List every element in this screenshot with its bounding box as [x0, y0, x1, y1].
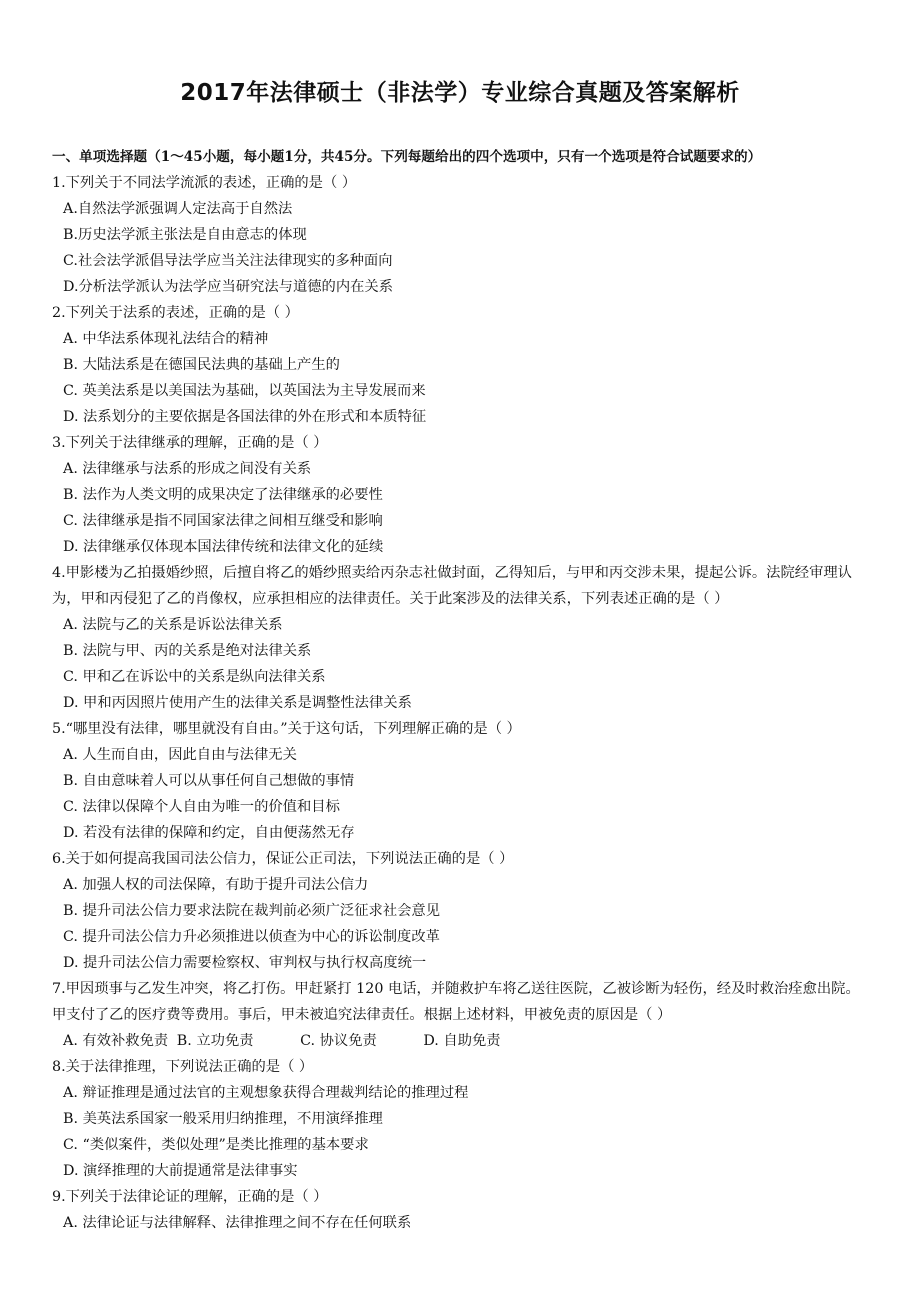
option-d: D.分析法学派认为法学应当研究法与道德的内在关系 [63, 279, 394, 295]
option-b: B. 立功免责 [176, 1033, 254, 1049]
section-heading: 一、单项选择题（1～45小题，每小题1分，共45分。下列每题给出的四个选项中，只有一个选项是符合试题要求的） [52, 149, 762, 165]
question-text: 3.下列关于法律继承的理解，正确的是（ ） [52, 435, 328, 451]
question-7 [52, 976, 872, 1054]
option-a: A. 法律论证与法律解释、法律推理之间不存在任何联系 [63, 1215, 412, 1231]
question-3 [52, 430, 872, 560]
option-c: C.社会法学派倡导法学应当关注法律现实的多种面向 [63, 253, 393, 269]
option-d: D. 甲和丙因照片使用产生的法律关系是调整性法律关系 [63, 695, 412, 711]
question-2 [52, 300, 872, 430]
option-b: B. 提升司法公信力要求法院在裁判前必须广泛征求社会意见 [63, 903, 441, 919]
option-c: C. 甲和乙在诉讼中的关系是纵向法律关系 [63, 669, 326, 685]
option-c: C. 法律以保障个人自由为唯一的价值和目标 [63, 799, 340, 815]
option-c: C. 协议免责 [300, 1033, 377, 1049]
question-4 [52, 560, 872, 716]
option-d: D. 演绎推理的大前提通常是法律事实 [63, 1163, 298, 1179]
option-d: D. 若没有法律的保障和约定，自由便荡然无存 [63, 825, 355, 841]
option-a: A.自然法学派强调人定法高于自然法 [63, 201, 293, 217]
question-6 [52, 846, 872, 976]
option-d: D. 法律继承仅体现本国法律传统和法律文化的延续 [63, 539, 384, 555]
question-text: 1.下列关于不同法学流派的表述，正确的是（ ） [52, 175, 357, 191]
option-a: A. 中华法系体现礼法结合的精神 [63, 331, 269, 347]
question-text: 7.甲因琐事与乙发生冲突，将乙打伤。甲赶紧打 120 电话，并随救护车将乙送往医院，乙被诊断为轻伤，经及时救治痊愈出院。甲支付了乙的医疗费等费用。事后，甲未被追究法律责任。根据上述材料，甲被免责的原因是（ ） [52, 981, 860, 1023]
option-a: A. 法律继承与法系的形成之间没有关系 [63, 461, 312, 477]
question-text: 9.下列关于法律论证的理解，正确的是（ ） [52, 1189, 328, 1205]
question-text: 5.“哪里没有法律，哪里就没有自由。”关于这句话，下列理解正确的是（ ） [52, 721, 521, 737]
option-a: A. 法院与乙的关系是诉讼法律关系 [63, 617, 283, 633]
option-d: D. 自助免责 [423, 1033, 501, 1049]
option-a: A. 有效补救免责 [63, 1033, 169, 1049]
question-text: 6.关于如何提高我国司法公信力，保证公正司法，下列说法正确的是（ ） [52, 851, 514, 867]
inline-options [52, 1028, 872, 1054]
option-c: C. 英美法系是以美国法为基础，以英国法为主导发展而来 [63, 383, 426, 399]
option-a: A. 辩证推理是通过法官的主观想象获得合理裁判结论的推理过程 [63, 1085, 469, 1101]
option-a: A. 加强人权的司法保障，有助于提升司法公信力 [63, 877, 369, 893]
option-b: B. 法作为人类文明的成果决定了法律继承的必要性 [63, 487, 383, 503]
option-b: B.历史法学派主张法是自由意志的体现 [63, 227, 307, 243]
question-5 [52, 716, 872, 846]
question-9 [52, 1184, 872, 1236]
question-1 [52, 170, 872, 300]
option-c: C. “类似案件，类似处理”是类比推理的基本要求 [63, 1137, 369, 1153]
option-b: B. 法院与甲、丙的关系是绝对法律关系 [63, 643, 312, 659]
option-c: C. 法律继承是指不同国家法律之间相互继受和影响 [63, 513, 383, 529]
option-d: D. 提升司法公信力需要检察权、审判权与执行权高度统一 [63, 955, 427, 971]
option-d: D. 法系划分的主要依据是各国法律的外在形式和本质特征 [63, 409, 427, 425]
exam-content [52, 144, 872, 1236]
question-text: 4.甲影楼为乙拍摄婚纱照，后擅自将乙的婚纱照卖给丙杂志社做封面，乙得知后，与甲和丙交涉未果，提起公诉。法院经审理认为，甲和丙侵犯了乙的肖像权，应承担相应的法律责任。关于此案涉及的法律关系，下列表述正确的是（ ） [52, 565, 852, 607]
document-title: 2017年法律硕士（非法学）专业综合真题及答案解析 [180, 80, 740, 106]
question-text: 8.关于法律推理，下列说法正确的是（ ） [52, 1059, 314, 1075]
question-8 [52, 1054, 872, 1184]
option-a: A. 人生而自由，因此自由与法律无关 [63, 747, 297, 763]
option-b: B. 自由意味着人可以从事任何自己想做的事情 [63, 773, 355, 789]
option-c: C. 提升司法公信力升必须推进以侦查为中心的诉讼制度改革 [63, 929, 440, 945]
question-text: 2.下列关于法系的表述，正确的是（ ） [52, 305, 299, 321]
option-b: B. 美英法系国家一般采用归纳推理，不用演绎推理 [63, 1111, 383, 1127]
option-b: B. 大陆法系是在德国民法典的基础上产生的 [63, 357, 340, 373]
